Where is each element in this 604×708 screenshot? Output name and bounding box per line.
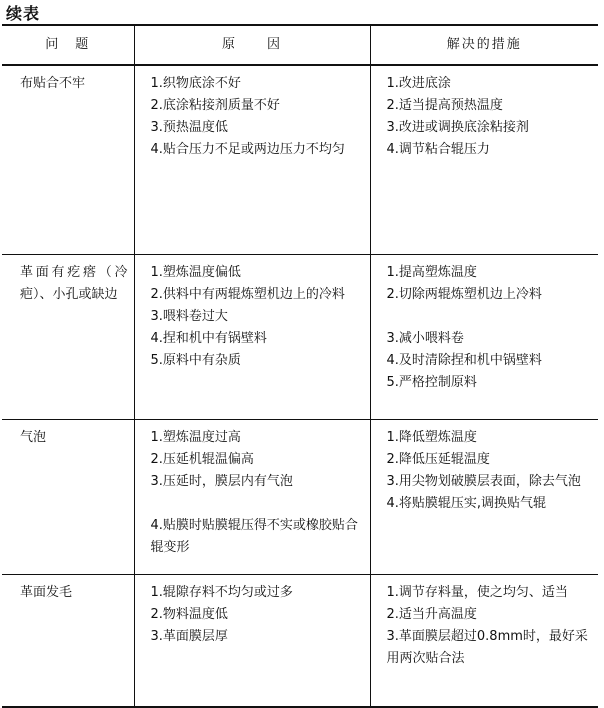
solution-item: 2.切除两辊炼塑机边上冷料 [386,286,542,302]
solution-item: 3.减小喂料卷 [386,330,464,346]
solution-item: 1.改进底涂 [386,76,451,91]
cause-cell [134,65,370,254]
cause-cell [134,419,370,574]
cause-item: 3.预热温度低 [150,120,228,135]
cause-item: 3.喂料卷过大 [150,308,228,324]
solution-item: 1.调节存料量，使之均匀、适当 [386,584,568,600]
header-cause: 原 因 [134,25,370,65]
solution-item: 1.提高塑炼温度 [386,264,477,280]
solution-item: 4.及时清除捏和机中锅壁料 [386,352,542,368]
cause-item: 1.塑炼温度偏低 [150,264,241,280]
solution-item: 2.降低压延辊温度 [386,451,490,467]
cause-item: 1.塑炼温度过高 [150,429,241,445]
solution-cell [370,65,598,254]
solution-item: 4.调节粘合辊压力 [386,142,490,157]
cause-item: 3.革面膜层厚 [150,628,228,644]
table-row [2,419,598,574]
table-row [2,65,598,254]
problem-cell: 革面有疙瘩（冷疤）、小孔或缺边 [2,254,134,419]
table-caption: 续表 [6,4,41,23]
cause-item: 4.捏和机中有锅壁料 [150,330,267,346]
cause-cell [134,254,370,419]
problem-cell: 气泡 [2,419,134,574]
troubleshooting-table [2,24,598,708]
table-row [2,254,598,419]
solution-item: 2.适当升高温度 [386,606,477,622]
solution-item: 4.将贴膜辊压实,调换贴气辊 [386,495,547,511]
cause-item: 2.底涂粘接剂质量不好 [150,98,280,113]
solution-cell [370,419,598,574]
cause-cell [134,574,370,707]
header-solution: 解决的措施 [370,25,598,65]
table-header-row [2,25,598,65]
cause-item: 2.供料中有两辊炼塑机边上的冷料 [150,286,345,302]
cause-item: 1.辊隙存料不均匀或过多 [150,584,293,600]
solution-item: 3.改进或调换底涂粘接剂 [386,120,529,135]
solution-item: 2.适当提高预热温度 [386,98,503,113]
solution-item: 3.用尖物划破膜层表面，除去气泡 [386,473,581,489]
solution-item: 1.降低塑炼温度 [386,429,477,445]
solution-cell [370,574,598,707]
cause-item: 4.贴合压力不足或两边压力不均匀 [150,142,345,157]
cause-item: 1.织物底涂不好 [150,76,241,91]
table-row [2,574,598,707]
header-problem: 问 题 [2,25,134,65]
solution-item: 3.革面膜层超过0.8mm时，最好采用两次贴合法 [386,628,588,666]
problem-cell: 布贴合不牢 [2,65,134,254]
cause-item: 5.原料中有杂质 [150,352,241,368]
cause-item: 2.物料温度低 [150,606,228,622]
cause-item: 3.压延时，膜层内有气泡 [150,473,293,489]
cause-item: 2.压延机辊温偏高 [150,451,254,467]
solution-cell [370,254,598,419]
cause-item: 4.贴膜时贴膜辊压得不实或橡胶贴合辊变形 [150,517,358,555]
solution-item: 5.严格控制原料 [386,374,477,390]
problem-cell: 革面发毛 [2,574,134,707]
